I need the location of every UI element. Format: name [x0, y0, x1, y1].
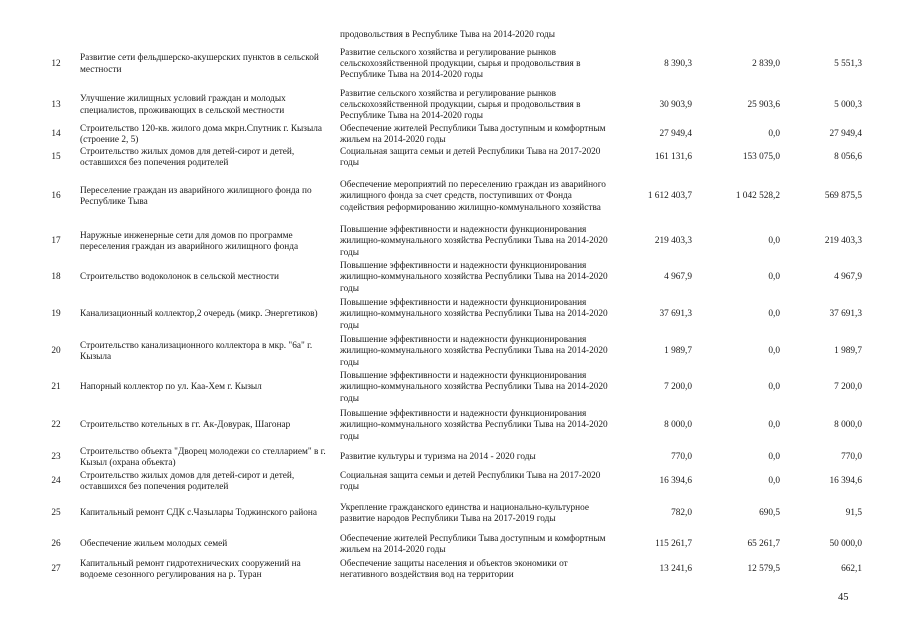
object-name-cell: Строительство жилых домов для детей-сирот и детей, оставшихся без попечения родителей: [80, 470, 295, 492]
row-number: 25: [51, 508, 61, 519]
federal-amount-cell: 0,0: [768, 129, 780, 140]
table-row: [0, 534, 905, 556]
table-row: [0, 124, 905, 146]
object-name-cell: Напорный коллектор по ул. Каа-Хем г. Кызыл: [80, 382, 262, 393]
federal-amount-cell: 0,0: [768, 272, 780, 283]
federal-amount-cell: 153 075,0: [742, 152, 780, 163]
row-number: 17: [51, 236, 61, 247]
total-amount-cell: 161 131,6: [654, 152, 692, 163]
program-cell: Укрепление гражданского единства и национально-культурное развитие народов Республики Тыва на 2017-2019 годы: [340, 502, 590, 524]
object-name-cell: Строительство жилых домов для детей-сирот и детей, оставшихся без попечения родителей: [80, 146, 295, 168]
row-number: 27: [51, 564, 61, 575]
row-number: 16: [51, 191, 61, 202]
object-name-cell: Канализационный коллектор,2 очередь (микр. Энергетиков): [80, 309, 318, 320]
program-cell: Социальная защита семьи и детей Республики Тыва на 2017-2020 годы: [340, 470, 601, 492]
program-cell: Повышение эффективности и надежности функционирования жилищно-коммунального хозяйства Республики Тыва на 2014-2020 годы: [340, 335, 608, 368]
federal-amount-cell: 1 042 528,2: [735, 191, 780, 202]
table-row: [0, 470, 905, 494]
total-amount-cell: 16 394,6: [659, 476, 692, 487]
republic-amount-cell: 569 875,5: [824, 191, 862, 202]
republic-amount-cell: 50 000,0: [829, 539, 862, 550]
table-row: [0, 224, 905, 260]
program-cell: Повышение эффективности и надежности функционирования жилищно-коммунального хозяйства Республики Тыва на 2014-2020 годы: [340, 225, 608, 258]
republic-amount-cell: 8 000,0: [834, 420, 862, 431]
total-amount-cell: 37 691,3: [659, 309, 692, 320]
table-row: [0, 370, 905, 406]
federal-amount-cell: 0,0: [768, 420, 780, 431]
total-amount-cell: 27 949,4: [659, 129, 692, 140]
federal-amount-cell: 12 579,5: [747, 564, 780, 575]
federal-amount-cell: 65 261,7: [747, 539, 780, 550]
republic-amount-cell: 7 200,0: [834, 382, 862, 393]
republic-amount-cell: 91,5: [845, 508, 862, 519]
row-number: 12: [51, 58, 61, 69]
program-cell: Повышение эффективности и надежности функционирования жилищно-коммунального хозяйства Республики Тыва на 2014-2020 годы: [340, 371, 608, 404]
federal-amount-cell: 0,0: [768, 346, 780, 357]
program-cell: Повышение эффективности и надежности функционирования жилищно-коммунального хозяйства Республики Тыва на 2014-2020 годы: [340, 298, 608, 331]
object-name-cell: Капитальный ремонт СДК с.Чазылары Тоджинского района: [80, 508, 317, 519]
table-row: [0, 446, 905, 470]
table-row: [0, 170, 905, 224]
program-cell: Повышение эффективности и надежности функционирования жилищно-коммунального хозяйства Республики Тыва на 2014-2020 годы: [340, 409, 608, 442]
program-cell: Социальная защита семьи и детей Республики Тыва на 2017-2020 годы: [340, 146, 601, 168]
table-row-continuation: [0, 30, 905, 42]
table-row: [0, 494, 905, 534]
object-name-cell: Строительство объекта "Дворец молодежи со стелларием" в г. Кызыл (охрана объекта): [80, 446, 326, 468]
row-number: 18: [51, 272, 61, 283]
federal-amount-cell: 0,0: [768, 236, 780, 247]
federal-amount-cell: 0,0: [768, 309, 780, 320]
object-name-cell: Переселение граждан из аварийного жилищного фонда по Республике Тыва: [80, 185, 312, 207]
program-cell: Обеспечение жителей Республики Тыва доступным и комфортным жильем на 2014-2020 годы: [340, 533, 606, 555]
total-amount-cell: 4 967,9: [664, 272, 692, 283]
program-cell: Развитие сельского хозяйства и регулирование рынков сельскохозяйственной продукции, сырья и продовольствия в Республике Тыва на 2014-2020 годы: [340, 47, 581, 81]
program-cell: Повышение эффективности и надежности функционирования жилищно-коммунального хозяйства Республики Тыва на 2014-2020 годы: [340, 261, 608, 294]
row-number: 23: [51, 452, 61, 463]
table-row: [0, 260, 905, 296]
republic-amount-cell: 8 056,6: [834, 152, 862, 163]
row-number: 19: [51, 309, 61, 320]
object-name-cell: Улучшение жилищных условий граждан и молодых специалистов, проживающих в сельской местности: [80, 94, 286, 116]
table-row: [0, 556, 905, 584]
republic-amount-cell: 5 551,3: [834, 58, 862, 69]
program-cell: продовольствия в Республике Тыва на 2014-2020 годы: [340, 30, 556, 41]
total-amount-cell: 1 612 403,7: [647, 191, 692, 202]
row-number: 21: [51, 382, 61, 393]
row-number: 13: [51, 99, 61, 110]
row-number: 15: [51, 152, 61, 163]
row-number: 24: [51, 476, 61, 487]
page-number: 45: [838, 592, 849, 603]
total-amount-cell: 115 261,7: [655, 539, 692, 550]
total-amount-cell: 7 200,0: [664, 382, 692, 393]
republic-amount-cell: 37 691,3: [829, 309, 862, 320]
total-amount-cell: 30 903,9: [659, 99, 692, 110]
republic-amount-cell: 219 403,3: [824, 236, 862, 247]
row-number: 22: [51, 420, 61, 431]
program-cell: Обеспечение защиты населения и объектов экономики от негативного воздействия вод на территории: [340, 558, 568, 580]
republic-amount-cell: 770,0: [841, 452, 862, 463]
total-amount-cell: 8 000,0: [664, 420, 692, 431]
total-amount-cell: 770,0: [671, 452, 692, 463]
federal-amount-cell: 0,0: [768, 452, 780, 463]
row-number: 14: [51, 129, 61, 140]
table-row: [0, 296, 905, 334]
object-name-cell: Капитальный ремонт гидротехнических сооружений на водоеме сезонного регулирования на р. Туран: [80, 558, 301, 580]
total-amount-cell: 1 989,7: [664, 346, 692, 357]
row-number: 26: [51, 539, 61, 550]
object-name-cell: Развитие сети фельдшерско-акушерских пунктов в сельской местности: [80, 53, 319, 75]
program-cell: Обеспечение жителей Республики Тыва доступным и комфортным жильем на 2014-2020 годы: [340, 123, 606, 145]
republic-amount-cell: 662,1: [841, 564, 862, 575]
object-name-cell: Обеспечение жильем молодых семей: [80, 539, 228, 550]
republic-amount-cell: 5 000,3: [834, 99, 862, 110]
object-name-cell: Строительство котельных в гг. Ак-Довурак, Шагонар: [80, 420, 291, 431]
program-cell: Развитие сельского хозяйства и регулирование рынков сельскохозяйственной продукции, сырья и продовольствия в Республике Тыва на 2014-2020 годы: [340, 88, 581, 122]
federal-amount-cell: 2 839,0: [752, 58, 780, 69]
federal-amount-cell: 25 903,6: [747, 99, 780, 110]
object-name-cell: Строительство канализационного коллектора в мкр. "6а" г. Кызыла: [80, 340, 313, 362]
total-amount-cell: 13 241,6: [659, 564, 692, 575]
row-number: 20: [51, 346, 61, 357]
federal-amount-cell: 690,5: [759, 508, 780, 519]
republic-amount-cell: 16 394,6: [829, 476, 862, 487]
object-name-cell: Строительство водоколонок в сельской местности: [80, 272, 280, 283]
table-row: [0, 88, 905, 123]
federal-amount-cell: 0,0: [768, 476, 780, 487]
object-name-cell: Наружные инженерные сети для домов по программе переселения граждан из аварийного жилищного фонда: [80, 230, 299, 252]
total-amount-cell: 782,0: [671, 508, 692, 519]
table-row: [0, 334, 905, 370]
table-row: [0, 406, 905, 446]
table-row: [0, 42, 905, 87]
republic-amount-cell: 4 967,9: [834, 272, 862, 283]
program-cell: Развитие культуры и туризма на 2014 - 2020 годы: [340, 452, 536, 463]
federal-amount-cell: 0,0: [768, 382, 780, 393]
program-cell: Обеспечение мероприятий по переселению граждан из аварийного жилищного фонда за счет средств, поступивших от Фонда содействия реформированию жилищно-коммунального хозяйства: [340, 180, 606, 213]
total-amount-cell: 219 403,3: [654, 236, 692, 247]
total-amount-cell: 8 390,3: [664, 58, 692, 69]
object-name-cell: Строительство 120-кв. жилого дома мкрн.Спутник г. Кызыла (строение 2, 5): [80, 123, 322, 145]
republic-amount-cell: 27 949,4: [829, 129, 862, 140]
table-row: [0, 146, 905, 170]
republic-amount-cell: 1 989,7: [834, 346, 862, 357]
